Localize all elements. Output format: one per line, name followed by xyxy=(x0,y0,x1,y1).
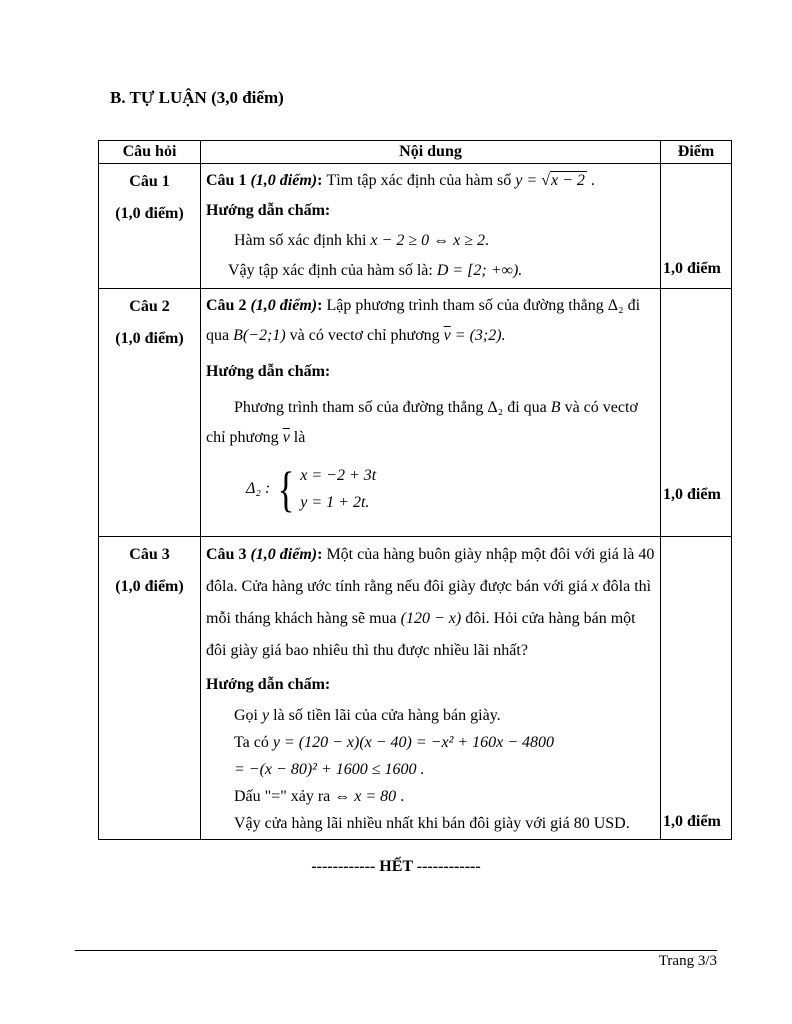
cau1-intro: Tìm tập xác định của hàm số xyxy=(326,172,516,189)
cau1-step1-end: . xyxy=(484,232,489,249)
question-label-3: Câu 3 xyxy=(129,546,170,563)
guide-label-2: Hướng dẫn chấm: xyxy=(206,363,331,380)
solution-step-3-1 xyxy=(206,702,655,729)
cau1-step2-text: Vậy tập xác định của hàm số là: xyxy=(228,262,437,279)
problem-statement-3 xyxy=(206,539,655,667)
content-cell-3 xyxy=(201,537,661,840)
cau3-step4-math: ⇔ x = 80 xyxy=(334,788,397,805)
cau1-formula-end: . xyxy=(586,172,595,189)
question-cell-2 xyxy=(99,289,201,537)
cau3-expr: (120 − x) xyxy=(400,610,462,627)
cau1-step2-math: D = [2; +∞). xyxy=(436,262,523,279)
cau2-step1a: Phương trình tham số của đường thẳng xyxy=(234,399,488,416)
score-cell-2: 1,0 điểm xyxy=(661,289,732,537)
footer-divider xyxy=(75,950,717,951)
question-score-3: (1,0 điểm) xyxy=(115,578,184,595)
cau2-vector-v: $\overline{v}$ xyxy=(443,327,451,344)
solution-step-3-3: = −(x − 80)² + 1600 ≤ 1600 . xyxy=(234,761,425,778)
cau3-step2a: Ta có xyxy=(234,734,273,751)
cau2-step1-point: B xyxy=(550,399,561,416)
cau2-intro2: đi qua xyxy=(206,297,641,344)
solution-step-3-5: Vậy cửa hàng lãi nhiều nhất khi bán đôi giày với giá 80 USD. xyxy=(234,815,630,832)
system-line2: y = 1 + 2t. xyxy=(300,494,370,511)
cau3-step2-math: y = (120 − x)(x − 40) = −x² + 160x − 4800 xyxy=(272,734,555,751)
problem-statement-1: Câu 1 (1,0 điểm): Tìm tập xác định của hàm số y = √x − 2 . xyxy=(206,172,595,189)
score-cell-1: 1,0 điểm xyxy=(661,164,732,289)
question-cell-3 xyxy=(99,537,201,840)
cau3-label: Câu 3 xyxy=(206,546,251,563)
header-content: Nội dung xyxy=(201,141,661,164)
guide-label-1: Hướng dẫn chấm: xyxy=(206,202,331,219)
cau1-label: Câu 1 xyxy=(206,172,251,189)
system-label: Δ₂ : xyxy=(246,480,271,497)
cau2-label: Câu 2 xyxy=(206,297,251,314)
cau2-step1b: đi qua xyxy=(503,399,551,416)
cau3-step1a: Gọi xyxy=(234,707,262,724)
content-cell-1 xyxy=(201,164,661,289)
content-cell-2 xyxy=(201,289,661,537)
cau2-point-b: B(−2;1) xyxy=(233,327,286,344)
page-number: Trang 3/3 xyxy=(658,953,717,969)
cau3-points: (1,0 điểm) xyxy=(250,546,318,563)
score-cell-3: 1,0 điểm xyxy=(661,537,732,840)
solution-step-1-1 xyxy=(206,226,655,256)
header-score: Điểm xyxy=(661,141,732,164)
cau1-colon: : xyxy=(317,172,327,189)
solution-step-3-4 xyxy=(206,783,655,810)
table-row-cau3 xyxy=(99,537,732,840)
answer-table xyxy=(98,140,732,840)
system-brace: { xyxy=(277,461,295,517)
cau2-step1-delta: Δ₂ xyxy=(487,399,504,416)
cau2-colon: : xyxy=(317,297,327,314)
table-header-row xyxy=(99,141,732,164)
question-cell-1 xyxy=(99,164,201,289)
cau3-step1b: là số tiền lãi của cửa hàng bán giày. xyxy=(269,707,501,724)
question-score-2: (1,0 điểm) xyxy=(115,330,184,347)
cau1-step1-text: Hàm số xác định khi xyxy=(234,232,371,249)
table-row-cau1 xyxy=(99,164,732,289)
cau3-step4a: Dấu "=" xảy ra xyxy=(234,788,335,805)
cau2-points: (1,0 điểm) xyxy=(250,297,318,314)
cau3-var-x: x xyxy=(591,578,599,595)
cau3-colon: : xyxy=(317,546,327,563)
question-label-2: Câu 2 xyxy=(129,298,170,315)
cau3-intro3: đôi. Hỏi cửa hàng bán một đôi giày giá bao nhiêu thì thu được nhiều lãi nhất? xyxy=(206,610,636,659)
header-question: Câu hỏi xyxy=(99,141,201,164)
cau1-points: (1,0 điểm) xyxy=(250,172,318,189)
cau2-intro3: và có vectơ chỉ phương xyxy=(285,327,444,344)
cau1-radicand: x − 2 xyxy=(550,172,585,189)
page-title: B. TỰ LUẬN (3,0 điểm) xyxy=(110,88,284,107)
problem-statement-2 xyxy=(206,291,655,351)
cau3-intro1: Một của hàng buôn giày nhập một đôi với giá là 40 đôla. Cửa hàng ước tính rằng nếu đôi giày được bán với giá xyxy=(206,546,655,595)
cau2-step1d: là xyxy=(289,429,306,446)
cau2-step1c: và có vectơ chỉ phương xyxy=(206,399,638,446)
parametric-equation-system xyxy=(246,461,655,517)
guide-label-3: Hướng dẫn chấm: xyxy=(206,676,331,693)
solution-step-3-2 xyxy=(206,729,655,756)
question-score-1: (1,0 điểm) xyxy=(115,205,184,222)
cau3-step1-y: y xyxy=(262,707,270,724)
cau1-step1-math: x − 2 ≥ 0 ⇔ x ≥ 2 xyxy=(370,232,485,249)
solution-step-2-1 xyxy=(206,393,655,453)
end-of-document-marker: ------------ HẾT ------------ xyxy=(311,858,481,875)
cau1-formula-lhs: y = xyxy=(515,172,542,189)
cau3-step4b: . xyxy=(396,788,405,805)
cau3-intro2: đôla thì mỗi tháng khách hàng sẽ mua xyxy=(206,578,652,627)
cau2-delta: Δ₂ xyxy=(607,297,624,314)
cau2-intro4: = (3;2). xyxy=(450,327,506,344)
cau2-intro1: Lập phương trình tham số của đường thẳng xyxy=(326,297,608,314)
table-row-cau2 xyxy=(99,289,732,537)
solution-step-1-2 xyxy=(206,256,655,286)
question-label-1: Câu 1 xyxy=(129,173,170,190)
cau2-step1-vector: $\overline{v}$ xyxy=(282,429,290,446)
system-line1: x = −2 + 3t xyxy=(300,467,377,484)
